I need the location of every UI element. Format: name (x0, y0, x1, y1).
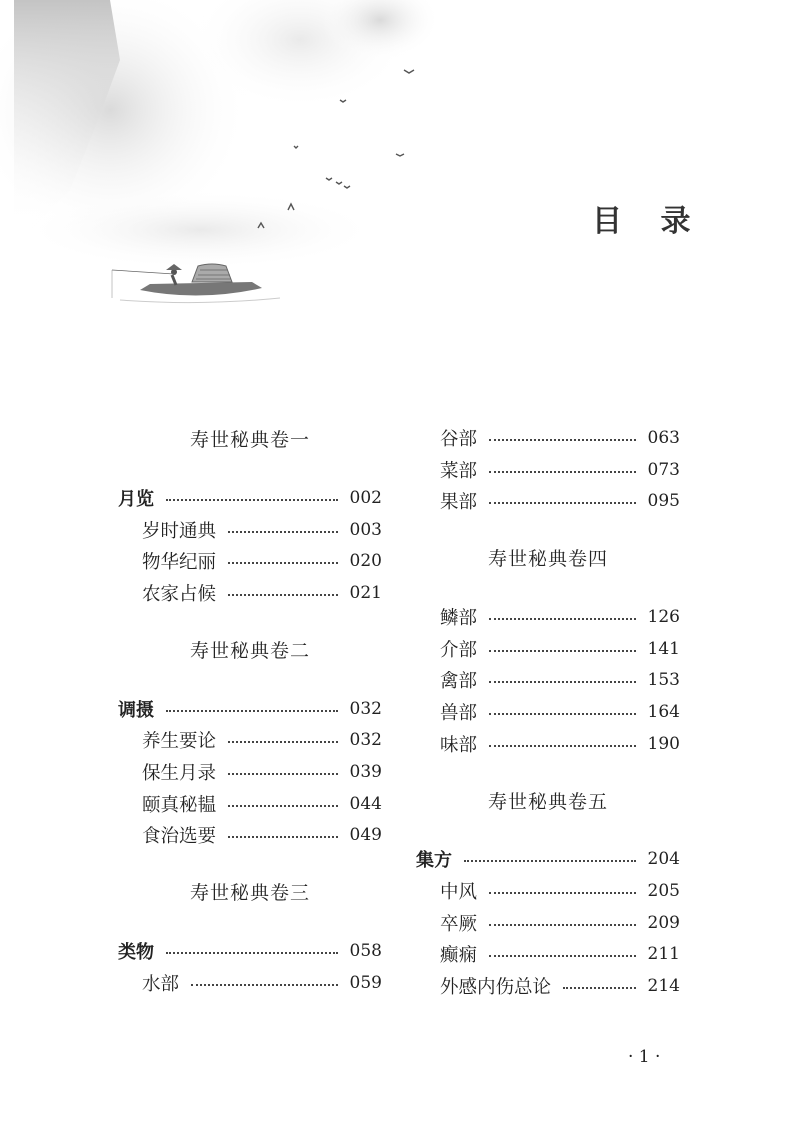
toc-entry[interactable] (416, 939, 680, 971)
section-spacer (416, 760, 680, 782)
section-spacer (416, 517, 680, 539)
entry-page-number: 211 (647, 944, 680, 965)
toc-entry[interactable] (416, 907, 680, 939)
entry-page-number: 044 (349, 793, 382, 814)
entry-title: 果部 (440, 492, 478, 514)
entry-page-number: 059 (349, 972, 382, 993)
toc-entry[interactable] (416, 844, 680, 876)
dot-leader (489, 745, 636, 747)
entry-title: 调摄 (118, 699, 154, 721)
volume-title: 寿世秘典卷四 (487, 548, 608, 571)
entry-page-number: 032 (349, 698, 382, 719)
toc-entry[interactable] (118, 545, 382, 577)
entry-page-number: 204 (647, 849, 680, 870)
toc-entry[interactable] (118, 482, 382, 514)
entry-title: 颐真秘韫 (142, 794, 217, 816)
dot-leader (191, 984, 338, 986)
toc-entry[interactable] (416, 633, 680, 665)
toc-entry[interactable] (416, 485, 680, 517)
dot-leader (228, 562, 338, 564)
dot-leader (489, 892, 636, 894)
dot-leader (166, 710, 338, 712)
entry-title: 谷部 (440, 428, 478, 450)
toc-entry[interactable] (416, 422, 680, 454)
toc-entry[interactable] (416, 970, 680, 1002)
entry-page-number: 126 (647, 606, 680, 627)
toc-section (118, 851, 382, 998)
entry-title: 农家占候 (142, 583, 217, 605)
entry-title: 外感内伤总论 (440, 977, 552, 999)
toc-entry[interactable] (416, 728, 680, 760)
toc-section (118, 609, 382, 851)
toc-entry[interactable] (118, 820, 382, 852)
entry-title: 岁时通典 (142, 520, 217, 542)
toc-entry[interactable] (118, 514, 382, 546)
entry-title: 水部 (142, 973, 180, 995)
toc-right-column (416, 420, 680, 1002)
entry-page-number: 049 (349, 825, 382, 846)
entry-page-number: 020 (349, 551, 382, 572)
entry-page-number: 095 (647, 491, 680, 512)
toc-left-column (118, 420, 382, 999)
entry-page-number: 039 (349, 761, 382, 782)
dot-leader (166, 952, 338, 954)
volume-title: 寿世秘典卷三 (189, 882, 310, 905)
dot-leader (166, 499, 338, 501)
toc-entry[interactable] (118, 788, 382, 820)
dot-leader (489, 924, 636, 926)
ink-landscape-illustration (0, 0, 800, 340)
entry-page-number: 214 (647, 976, 680, 997)
entry-title: 中风 (440, 882, 478, 904)
entry-title: 禽部 (440, 671, 478, 693)
entry-title: 物华纪丽 (142, 552, 217, 574)
page-number: · 1 · (628, 1047, 661, 1067)
toc-entry[interactable] (118, 756, 382, 788)
toc-entry[interactable] (416, 696, 680, 728)
volume-title: 寿世秘典卷二 (189, 639, 310, 662)
volume-title: 寿世秘典卷五 (487, 790, 608, 813)
toc-entry[interactable] (118, 577, 382, 609)
entry-page-number: 190 (647, 733, 680, 754)
dot-leader (228, 836, 338, 838)
entry-page-number: 003 (349, 519, 382, 540)
entry-page-number: 063 (647, 427, 680, 448)
toc-section (416, 420, 680, 517)
entry-title: 卒厥 (440, 913, 478, 935)
toc-entry[interactable] (416, 454, 680, 486)
entry-page-number: 032 (349, 730, 382, 751)
dot-leader (228, 805, 338, 807)
dot-leader (228, 773, 338, 775)
toc-entry[interactable] (118, 935, 382, 967)
entry-page-number: 153 (647, 670, 680, 691)
entry-title: 集方 (416, 850, 452, 872)
toc-entry[interactable] (118, 693, 382, 725)
entry-title: 养生要论 (142, 731, 217, 753)
entry-page-number: 141 (647, 638, 680, 659)
volume-title: 寿世秘典卷一 (189, 429, 310, 451)
toc-entry[interactable] (118, 724, 382, 756)
toc-entry[interactable] (118, 967, 382, 999)
dot-leader (228, 741, 338, 743)
entry-title: 鳞部 (440, 607, 478, 629)
entry-page-number: 073 (647, 459, 680, 480)
entry-title: 癫痫 (440, 945, 478, 967)
entry-title: 类物 (118, 942, 154, 964)
toc-section (416, 760, 680, 1002)
entry-page-number: 164 (647, 701, 680, 722)
toc-entry[interactable] (416, 875, 680, 907)
entry-title: 保生月录 (142, 762, 217, 784)
entry-page-number: 058 (349, 941, 382, 962)
dot-leader (489, 502, 636, 504)
dot-leader (563, 987, 636, 989)
dot-leader (489, 955, 636, 957)
entry-page-number: 021 (349, 582, 382, 603)
dot-leader (464, 860, 636, 862)
entry-page-number: 209 (647, 912, 680, 933)
entry-title: 味部 (440, 734, 478, 756)
toc-section (118, 420, 382, 609)
dot-leader (489, 439, 636, 441)
entry-title: 月览 (118, 488, 154, 510)
dot-leader (228, 594, 338, 596)
dot-leader (489, 471, 636, 473)
entry-title: 兽部 (440, 702, 478, 724)
toc-section (416, 517, 680, 759)
dot-leader (489, 713, 636, 715)
entry-title: 介部 (440, 639, 478, 661)
section-spacer (118, 851, 382, 873)
entry-title: 菜部 (440, 460, 478, 482)
toc-entry[interactable] (416, 601, 680, 633)
entry-page-number: 002 (349, 487, 382, 508)
dot-leader (489, 681, 636, 683)
page-title: 目 录 (592, 204, 705, 239)
dot-leader (489, 618, 636, 620)
dot-leader (489, 650, 636, 652)
dot-leader (228, 531, 338, 533)
section-spacer (118, 609, 382, 631)
entry-page-number: 205 (647, 881, 680, 902)
toc-entry[interactable] (416, 664, 680, 696)
entry-title: 食治选要 (142, 826, 217, 848)
